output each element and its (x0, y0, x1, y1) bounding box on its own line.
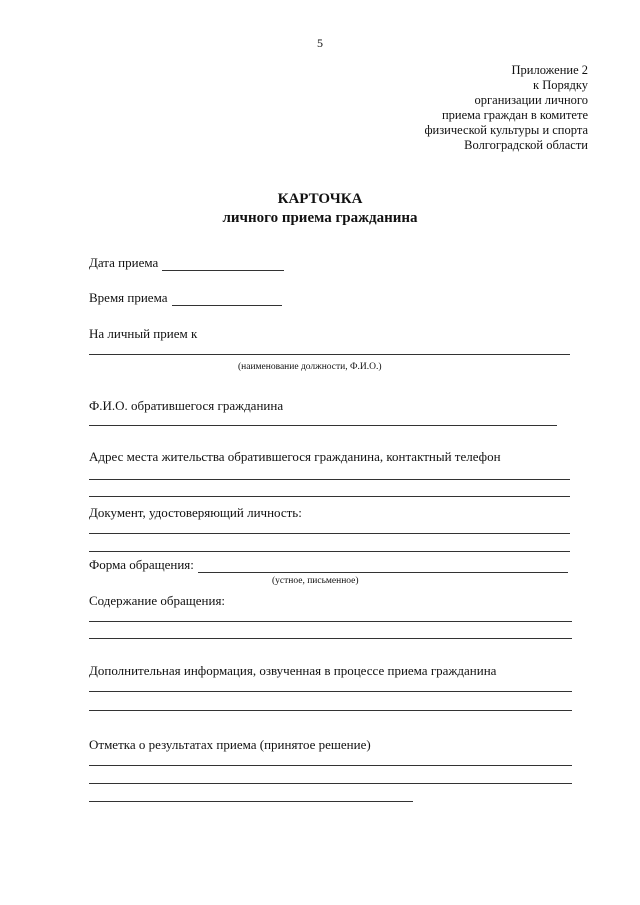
result-input-line-2[interactable] (89, 783, 572, 784)
citizen-name-label: Ф.И.О. обратившегося гражданина (89, 398, 284, 413)
time-field-row (89, 290, 282, 306)
appendix-line: Волгоградской области (464, 138, 588, 152)
date-field-row (89, 255, 284, 271)
address-input-line-2[interactable] (89, 496, 570, 497)
appendix-line: к Порядку (533, 78, 588, 92)
page-number: 5 (317, 36, 323, 50)
result-label: Отметка о результатах приема (принятое решение) (89, 737, 371, 752)
document-title (0, 190, 640, 228)
form-label: Форма обращения: (89, 557, 194, 572)
appendix-line: Приложение 2 (511, 63, 588, 77)
time-label: Время приема (89, 290, 168, 305)
citizen-name-input-line[interactable] (89, 425, 557, 426)
appointment-label: На личный прием к (89, 326, 198, 341)
title-line-1: КАРТОЧКА (277, 191, 363, 207)
document-label: Документ, удостоверяющий личность: (89, 505, 302, 520)
content-label: Содержание обращения: (89, 593, 226, 608)
additional-info-label: Дополнительная информация, озвученная в процессе приема гражданина (89, 663, 497, 678)
time-input-line[interactable] (172, 291, 282, 306)
appendix-block (424, 63, 588, 153)
date-input-line[interactable] (162, 256, 284, 271)
date-label: Дата приема (89, 255, 159, 270)
appendix-line: физической культуры и спорта (424, 123, 588, 137)
address-label: Адрес места жительства обратившегося гражданина, контактный телефон (89, 449, 501, 464)
appointment-hint: (наименование должности, Ф.И.О.) (238, 362, 382, 372)
title-line-2: личного приема гражданина (222, 210, 418, 226)
additional-info-input-line-2[interactable] (89, 710, 572, 711)
result-input-line-1[interactable] (89, 765, 572, 766)
appendix-line: организации личного (474, 93, 588, 107)
document-input-line-2[interactable] (89, 551, 570, 552)
document-input-line-1[interactable] (89, 533, 570, 534)
appointment-input-line[interactable] (89, 354, 570, 355)
address-input-line-1[interactable] (89, 479, 570, 480)
additional-info-input-line-1[interactable] (89, 691, 572, 692)
content-input-line-1[interactable] (89, 621, 572, 622)
form-input-line[interactable] (198, 558, 568, 573)
appendix-line: приема граждан в комитете (441, 108, 588, 122)
form-hint: (устное, письменное) (272, 576, 359, 586)
content-input-line-2[interactable] (89, 638, 572, 639)
result-input-line-3[interactable] (89, 801, 413, 802)
form-field-row (89, 557, 568, 573)
